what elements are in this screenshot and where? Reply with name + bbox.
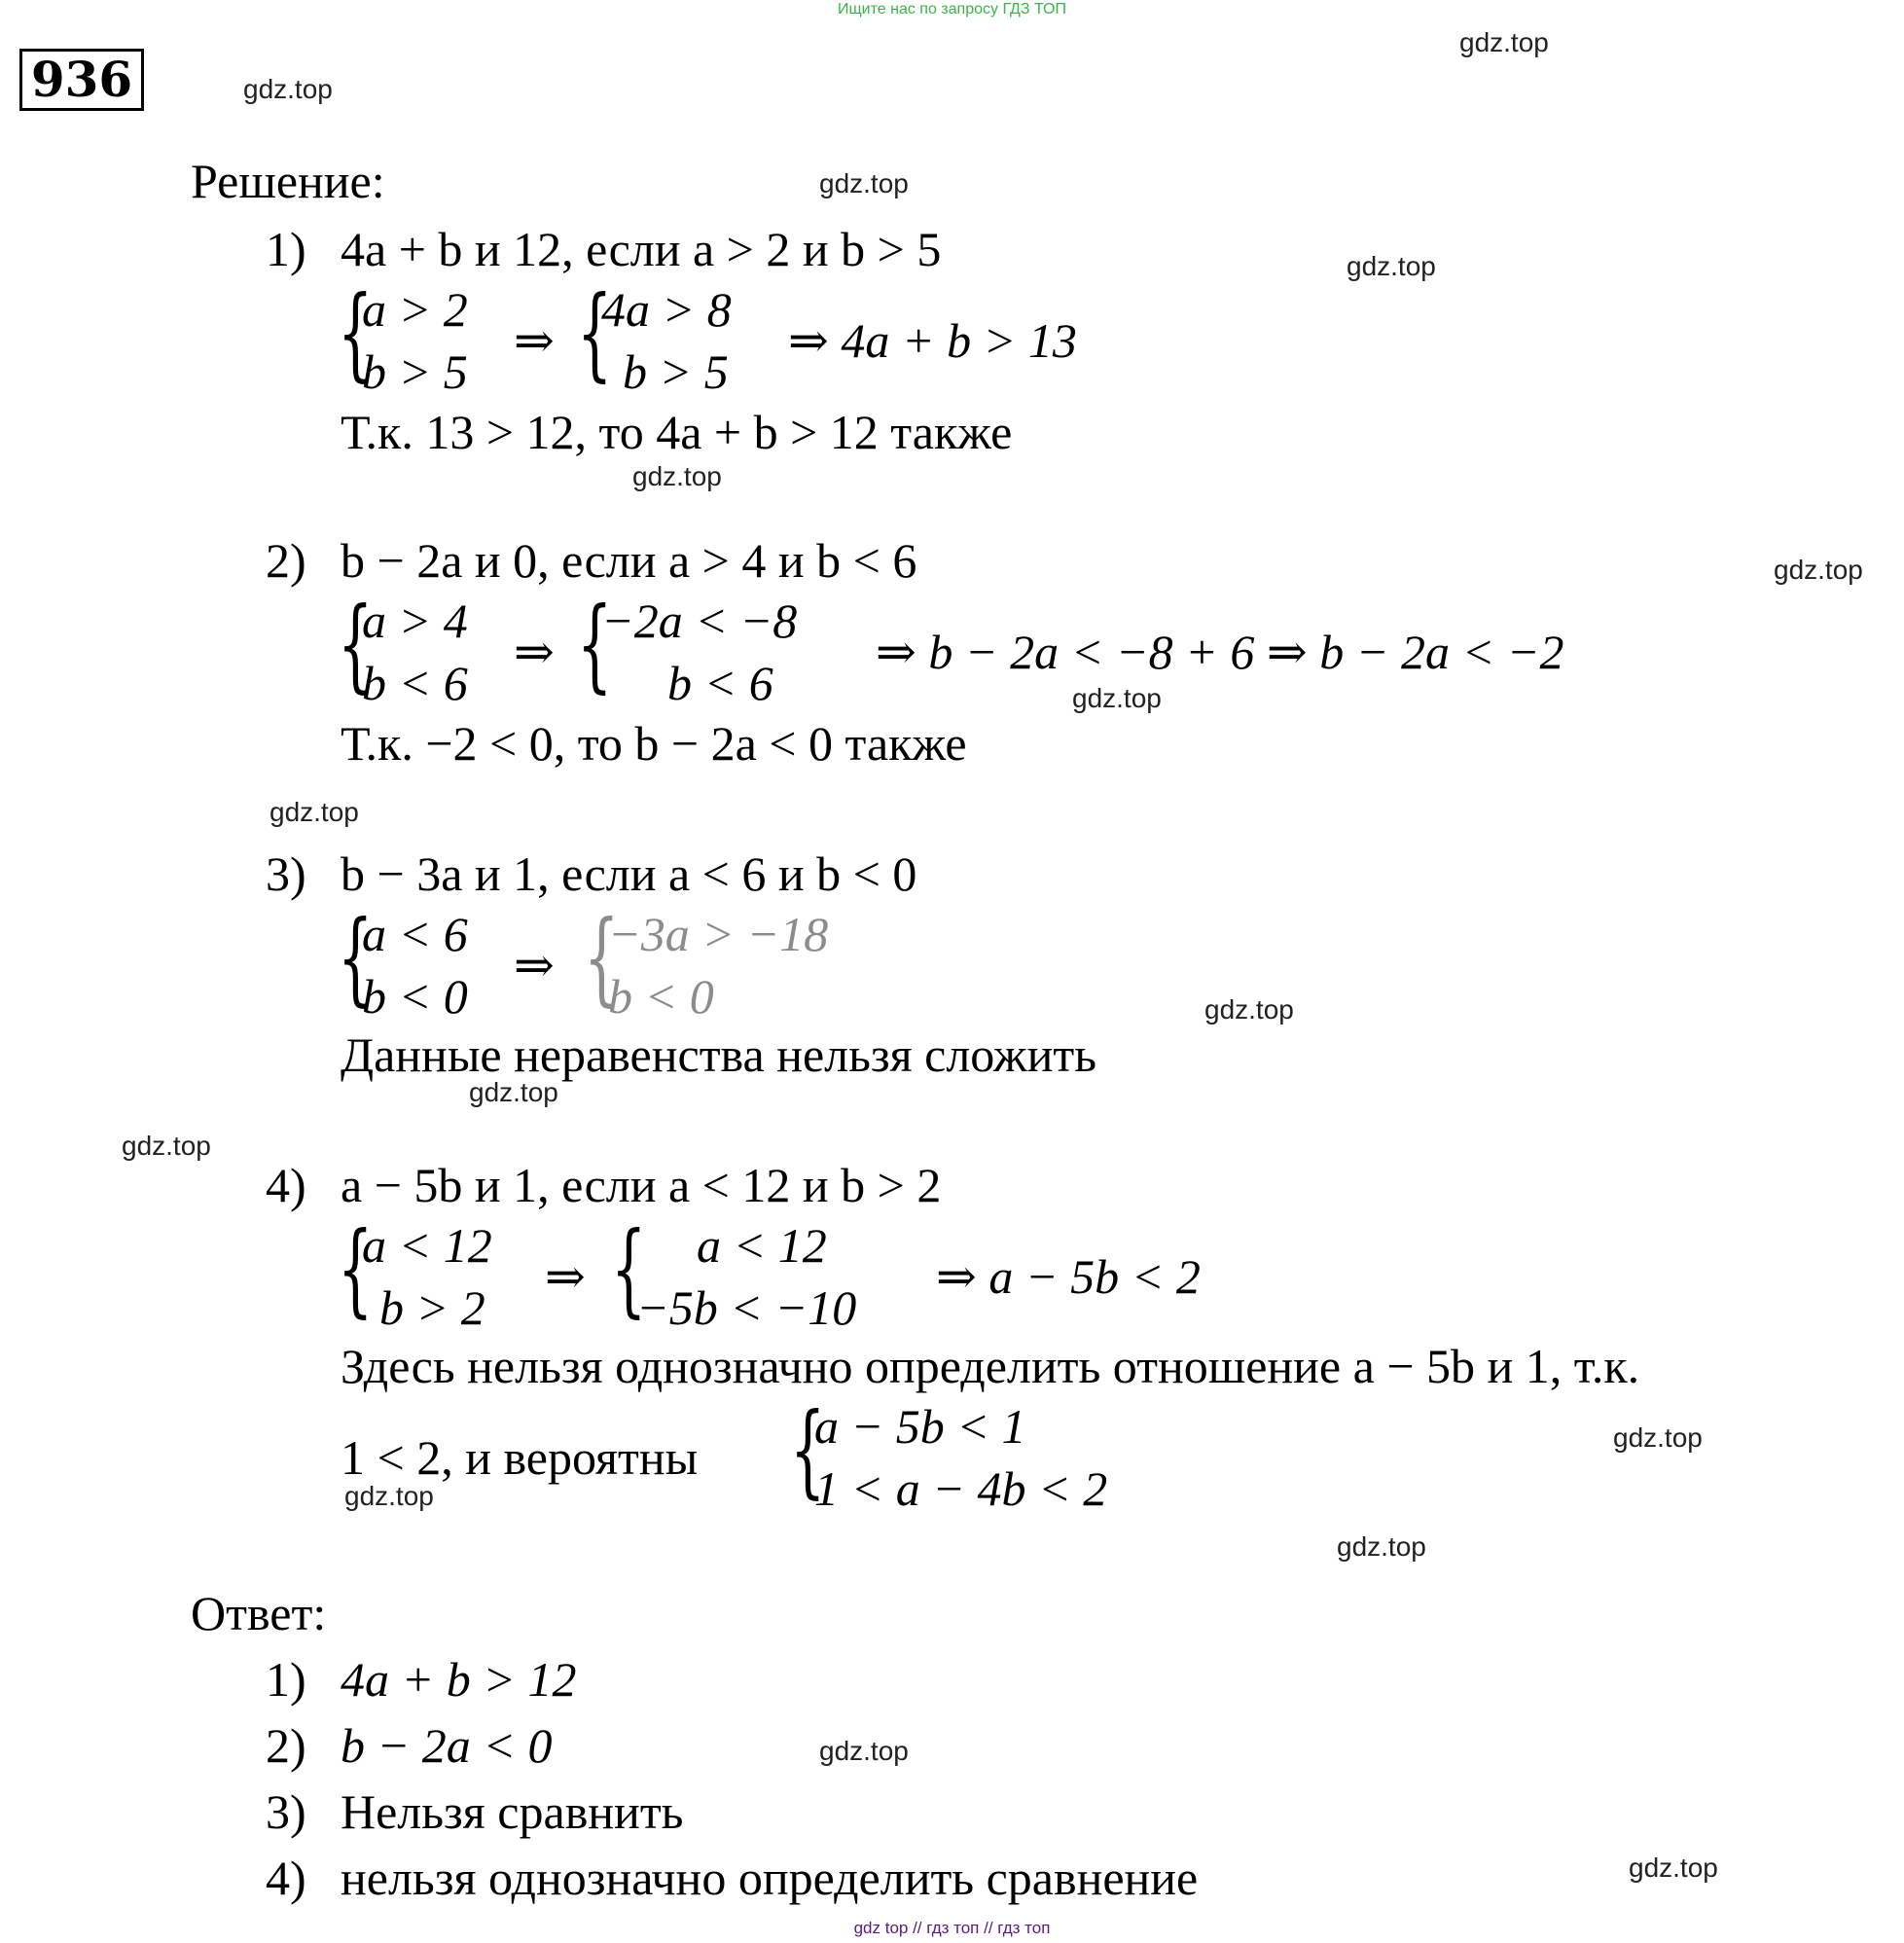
- watermark: gdz.top: [1774, 555, 1863, 585]
- system-brace: {: [577, 585, 613, 703]
- inequality: −3a > −18: [608, 907, 829, 961]
- part-label: 2): [266, 533, 306, 588]
- result: ⇒ 4a + b > 13: [788, 313, 1077, 368]
- inequality: 1 < a − 4b < 2: [814, 1461, 1108, 1516]
- watermark: gdz.top: [1613, 1422, 1703, 1453]
- system-brace: {: [577, 273, 613, 392]
- inequality: a > 4: [362, 594, 468, 648]
- footer-links: gdz top // гдз топ // гдз топ: [853, 1919, 1051, 1937]
- inequality: a < 12: [697, 1218, 827, 1273]
- watermark: gdz.top: [1072, 683, 1162, 713]
- implies-arrow: ⇒: [545, 1249, 586, 1304]
- inequality: b > 2: [379, 1280, 485, 1335]
- watermark: gdz.top: [1629, 1853, 1718, 1883]
- part-label: 4): [266, 1158, 306, 1212]
- implies-arrow: ⇒: [514, 313, 555, 368]
- watermark: gdz.top: [819, 168, 909, 198]
- answer-text: Нельзя сравнить: [341, 1784, 684, 1839]
- part-label: 1): [266, 222, 306, 276]
- inequality: a − 5b < 1: [814, 1399, 1026, 1454]
- system-brace: {: [611, 1209, 647, 1328]
- result: ⇒ b − 2a < −8 + 6 ⇒ b − 2a < −2: [876, 625, 1564, 679]
- watermark: gdz.top: [243, 74, 333, 104]
- system-brace: {: [338, 273, 374, 392]
- system-brace: {: [338, 585, 374, 703]
- solution-heading: Решение:: [191, 154, 385, 208]
- inequality: −5b < −10: [636, 1280, 857, 1335]
- watermark: gdz.top: [344, 1481, 434, 1511]
- answer-text: нельзя однозначно определить сравнение: [341, 1851, 1199, 1905]
- system-brace: {: [584, 898, 620, 1017]
- inequality: 4a > 8: [601, 282, 732, 337]
- system-brace: {: [338, 1209, 374, 1328]
- watermark: gdz.top: [269, 797, 359, 827]
- implies-arrow: ⇒: [514, 938, 555, 992]
- task-statement: b − 2a и 0, если a > 4 и b < 6: [341, 533, 917, 588]
- watermark: gdz.top: [819, 1736, 909, 1766]
- conclusion: Здесь нельзя однозначно определить отношение a − 5b и 1, т.к.: [341, 1339, 1640, 1393]
- task-statement: 4a + b и 12, если a > 2 и b > 5: [341, 222, 942, 276]
- inequality: a < 6: [362, 907, 468, 961]
- answer-label: 1): [266, 1652, 306, 1707]
- system-brace: {: [338, 898, 374, 1017]
- search-banner: Ищите нас по запросу ГДЗ ТОП: [838, 1, 1066, 18]
- conclusion: Данные неравенства нельзя сложить: [341, 1027, 1097, 1082]
- answer-label: 3): [266, 1784, 306, 1839]
- inequality: b > 5: [362, 344, 468, 399]
- task-statement: a − 5b и 1, если a < 12 и b > 2: [341, 1158, 942, 1212]
- watermark: gdz.top: [1204, 994, 1294, 1025]
- inequality: a < 12: [362, 1218, 492, 1273]
- inequality: b < 0: [362, 969, 468, 1024]
- task-statement: b − 3a и 1, если a < 6 и b < 0: [341, 846, 917, 901]
- watermark: gdz.top: [1337, 1531, 1426, 1562]
- inequality: a > 2: [362, 282, 468, 337]
- watermark: gdz.top: [1347, 251, 1436, 281]
- part-label: 3): [266, 846, 306, 901]
- inequality: b > 5: [623, 344, 729, 399]
- result: ⇒ a − 5b < 2: [936, 1249, 1201, 1304]
- inequality: b < 0: [608, 969, 714, 1024]
- watermark: gdz.top: [632, 461, 722, 491]
- answer-label: 4): [266, 1851, 306, 1905]
- answer-heading: Ответ:: [191, 1586, 327, 1640]
- conclusion: Т.к. −2 < 0, то b − 2a < 0 также: [341, 716, 967, 771]
- answer-text: b − 2a < 0: [341, 1718, 553, 1773]
- conclusion: 1 < 2, и вероятны: [341, 1430, 699, 1485]
- system-brace: {: [790, 1390, 826, 1509]
- implies-arrow: ⇒: [514, 625, 555, 679]
- answer-label: 2): [266, 1718, 306, 1773]
- watermark: gdz.top: [1459, 27, 1549, 57]
- problem-number: 936: [19, 49, 144, 111]
- watermark: gdz.top: [122, 1131, 211, 1161]
- inequality: −2a < −8: [601, 594, 798, 648]
- inequality: b < 6: [362, 656, 468, 710]
- conclusion: Т.к. 13 > 12, то 4a + b > 12 также: [341, 405, 1013, 459]
- answer-text: 4a + b > 12: [341, 1652, 577, 1707]
- inequality: b < 6: [667, 656, 773, 710]
- watermark: gdz.top: [469, 1077, 558, 1107]
